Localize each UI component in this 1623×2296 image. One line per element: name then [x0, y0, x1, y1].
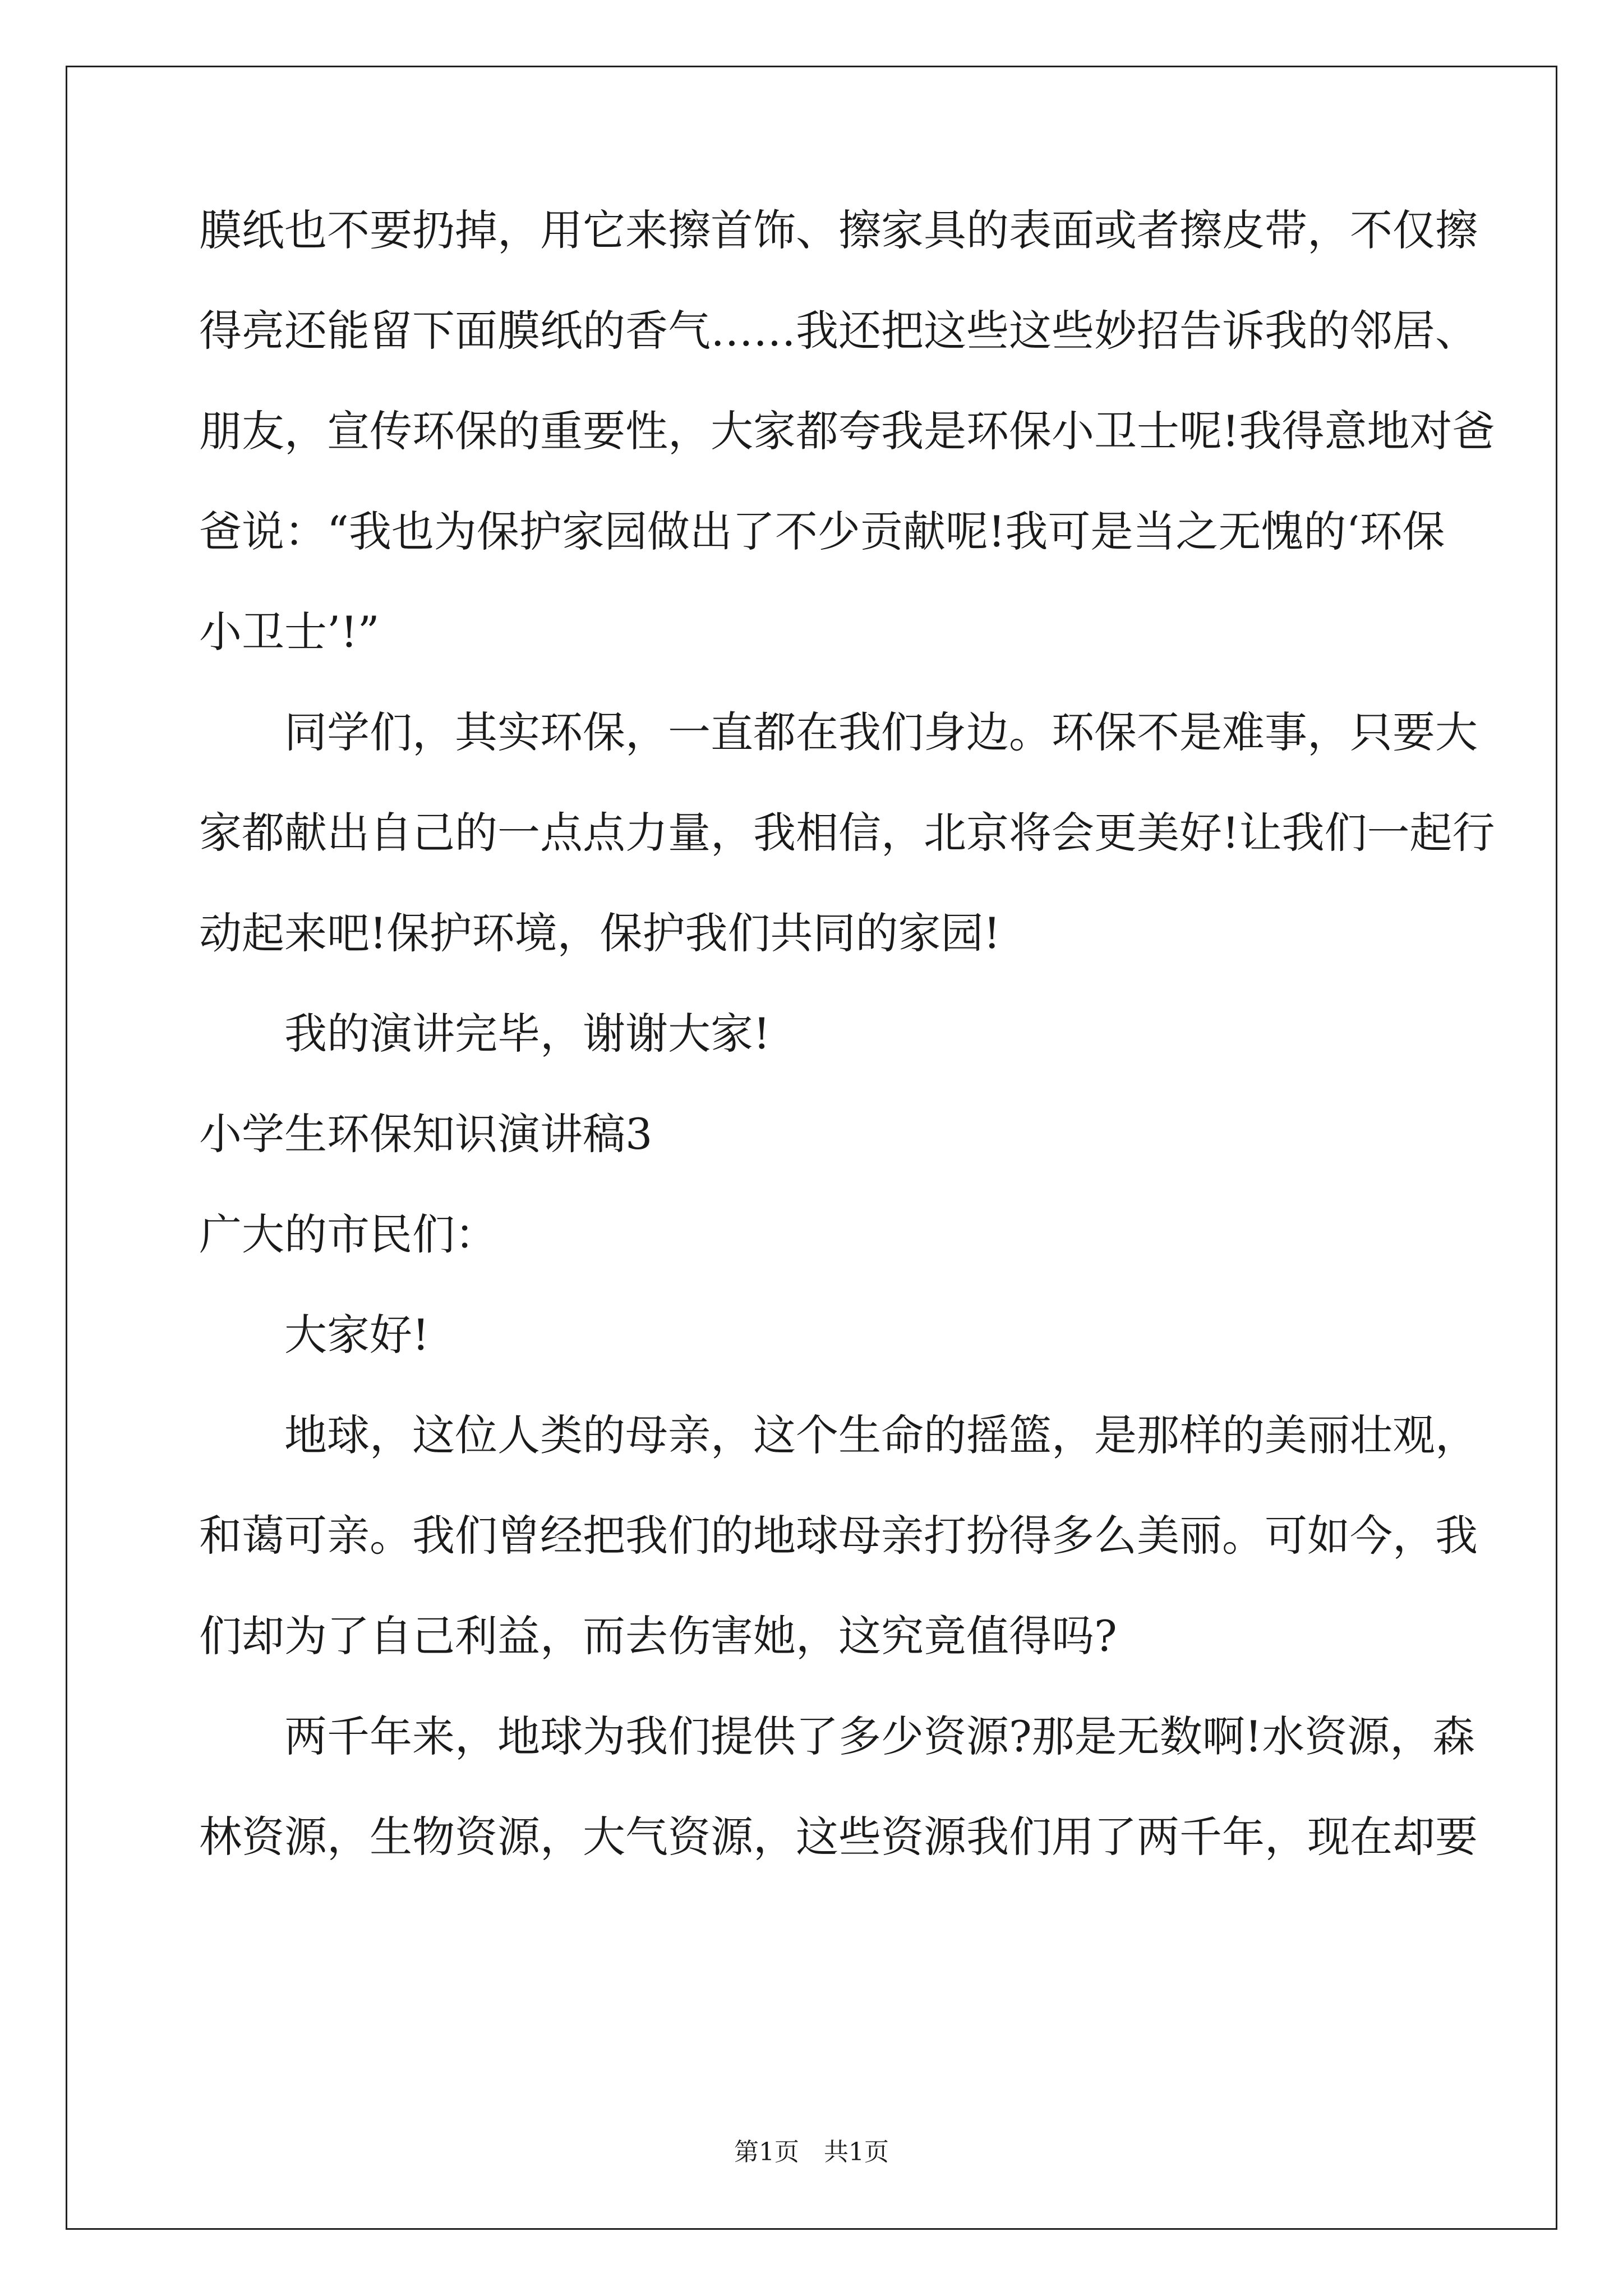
text-line: 爸说：“我也为保护家园做出了不少贡献呢!我可是当之无愧的‘环保: [199, 507, 1445, 556]
salutation: 广大的市民们：: [199, 1209, 497, 1259]
section-heading: 小学生环保知识演讲稿3: [199, 1109, 653, 1159]
text-line: 两千年来，地球为我们提供了多少资源?那是无数啊!水资源，森: [199, 1711, 1476, 1761]
text-line: 家都献出自己的一点点力量，我相信，北京将会更美好!让我们一起行: [199, 808, 1495, 858]
text-line: 小卫士’!”: [199, 607, 380, 657]
text-line: 膜纸也不要扔掉，用它来擦首饰、擦家具的表面或者擦皮带，不仅擦: [199, 205, 1478, 255]
text-line: 们却为了自己利益，而去伤害她，这究竟值得吗?: [199, 1611, 1117, 1661]
text-line: 朋友，宣传环保的重要性，大家都夸我是环保小卫士呢!我得意地对爸: [199, 406, 1495, 456]
text-line: 同学们，其实环保，一直都在我们身边。环保不是难事，只要大: [199, 707, 1478, 757]
text-line: 动起来吧!保护环境，保护我们共同的家园!: [199, 908, 1001, 958]
text-line: 地球，这位人类的母亲，这个生命的摇篮，是那样的美丽壮观，: [199, 1410, 1478, 1460]
page-number-footer: 第1页 共1页: [734, 2138, 889, 2166]
text-line: 和蔼可亲。我们曾经把我们的地球母亲打扮得多么美丽。可如今，我: [199, 1511, 1478, 1561]
text-line: 林资源，生物资源，大气资源，这些资源我们用了两千年，现在却要: [199, 1812, 1478, 1862]
greeting: 大家好!: [199, 1310, 430, 1360]
text-line: 我的演讲完毕，谢谢大家!: [199, 1009, 771, 1059]
text-line: 得亮还能留下面膜纸的香气……我还把这些这些妙招告诉我的邻居、: [199, 306, 1478, 356]
